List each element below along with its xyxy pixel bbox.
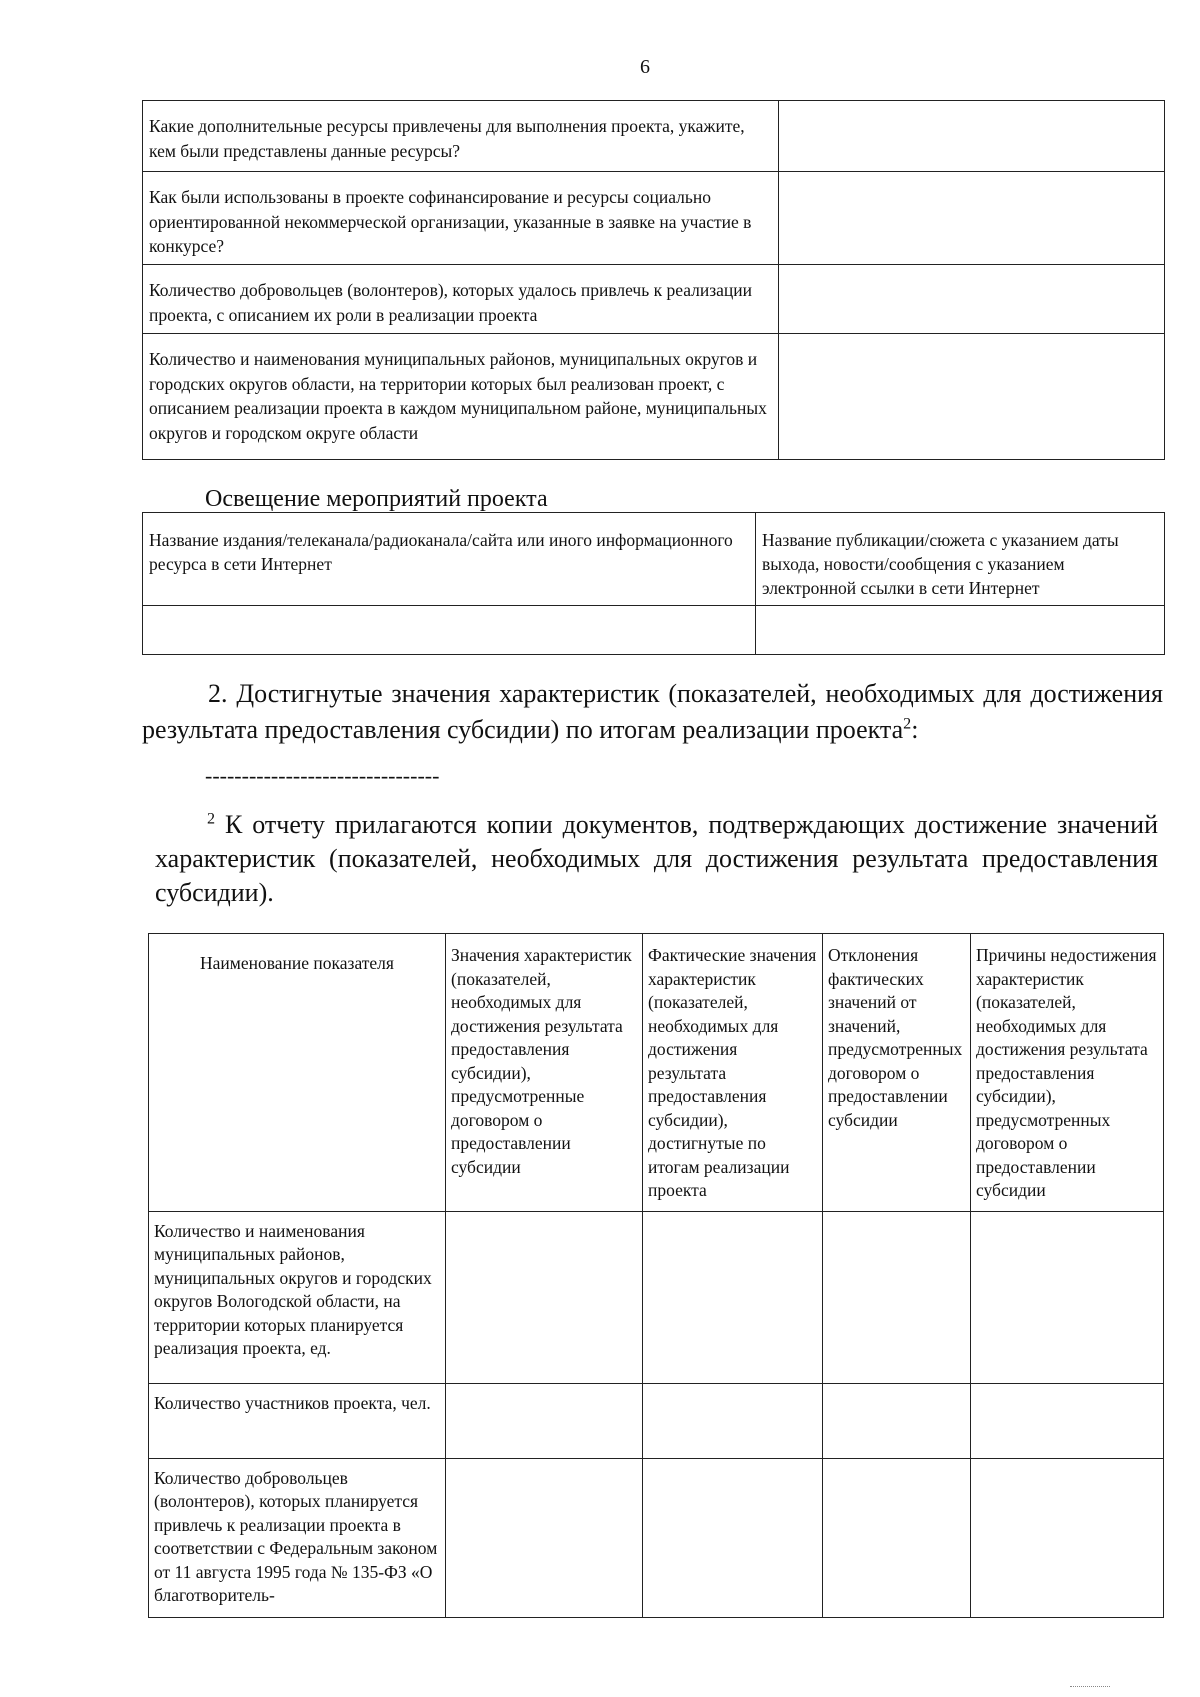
table-row [143, 333, 1164, 459]
empty-cell [971, 1211, 1164, 1383]
section-2-text: 2. Достигнутые значения характеристик (показателей, необходимых для достижения результата предоставления субсидии) по итогам реализации проекта [142, 679, 1163, 744]
empty-cell [823, 1458, 971, 1617]
empty-cell [971, 1383, 1164, 1458]
table-row [149, 1211, 1164, 1383]
footnote-text: К отчету прилагаются копии документов, подтверждающих достижение значений характеристик (показателей, необходимых для достижения результата предоставления субсидии). [155, 810, 1158, 907]
scan-artifact [1070, 1686, 1110, 1693]
empty-cell [446, 1211, 643, 1383]
indicator-name: Количество участников проекта, чел. [149, 1383, 446, 1458]
footnote-mark: 2 [207, 810, 216, 828]
table-row [143, 101, 1164, 171]
section-2-paragraph [142, 676, 1163, 748]
indicator-name: Количество добровольцев (волонтеров), которых планируется привлечь к реализации проекта в соответствии с Федеральным законом от 11 августа 1995 года № 135-ФЗ «О благотворитель- [149, 1458, 446, 1617]
column-header: Фактические значения характеристик (показателей, необходимых для достижения результата предоставления субсидии), достигнутые по итогам реализации проекта [643, 934, 823, 1212]
column-header: Значения характеристик (показателей, необходимых для достижения результата предоставления субсидии), предусмотренные договором о предоставлении субсидии [446, 934, 643, 1212]
question-cell: Как были использованы в проекте софинансирование и ресурсы социально ориентированной некоммерческой организации, указанные в заявке на участие в конкурсе? [143, 172, 779, 264]
footnote-separator: -------------------------------- [205, 763, 440, 788]
resources-table [142, 100, 1165, 460]
empty-cell [643, 1211, 823, 1383]
table-row [143, 171, 1164, 264]
empty-cell [971, 1458, 1164, 1617]
footnote-ref: 2 [903, 715, 912, 733]
coverage-table [142, 512, 1165, 655]
column-header: Название издания/телеканала/радиоканала/сайта или иного информационного ресурса в сети Интернет [143, 513, 756, 605]
empty-cell [823, 1211, 971, 1383]
indicators-table [148, 933, 1164, 1618]
indicator-name: Количество и наименования муниципальных районов, муниципальных округов и городских округов Вологодской области, на территории которых планируется реализация проекта, ед. [149, 1211, 446, 1383]
empty-cell [643, 1458, 823, 1617]
question-cell: Какие дополнительные ресурсы привлечены для выполнения проекта, укажите, кем были представлены данные ресурсы? [143, 101, 779, 171]
footnote [155, 808, 1158, 910]
table-row [143, 605, 1164, 654]
column-header: Отклонения фактических значений от значений, предусмотренных договором о предоставлении субсидии [823, 934, 971, 1212]
table-header-row [149, 934, 1164, 1212]
question-cell: Количество и наименования муниципальных районов, муниципальных округов и городских округов области, на территории которых был реализован проект, с описанием реализации проекта в каждом муниципальном районе, муниципальных округов и городском округе области [143, 334, 779, 459]
empty-cell [756, 606, 1164, 654]
empty-cell [446, 1383, 643, 1458]
empty-cell [823, 1383, 971, 1458]
question-cell: Количество добровольцев (волонтеров), которых удалось привлечь к реализации проекта, с описанием их роли в реализации проекта [143, 265, 779, 333]
colon: : [911, 715, 919, 744]
answer-cell [779, 101, 1164, 171]
page-number: 6 [640, 56, 650, 78]
answer-cell [779, 265, 1164, 333]
empty-cell [143, 606, 756, 654]
table-header-row [143, 513, 1164, 605]
answer-cell [779, 334, 1164, 459]
column-header: Название публикации/сюжета с указанием даты выхода, новости/сообщения с указанием электронной ссылки в сети Интернет [762, 530, 1119, 598]
column-header: Причины недостижения характеристик (показателей, необходимых для достижения результата предоставления субсидии), предусмотренных договором о предоставлении субсидии [971, 934, 1164, 1212]
column-header: Наименование показателя [149, 934, 446, 1212]
empty-cell [446, 1458, 643, 1617]
answer-cell [779, 172, 1164, 264]
empty-cell [643, 1383, 823, 1458]
table-row [149, 1383, 1164, 1458]
coverage-title: Освещение мероприятий проекта [205, 486, 548, 512]
table-row [143, 264, 1164, 333]
table-row [149, 1458, 1164, 1617]
